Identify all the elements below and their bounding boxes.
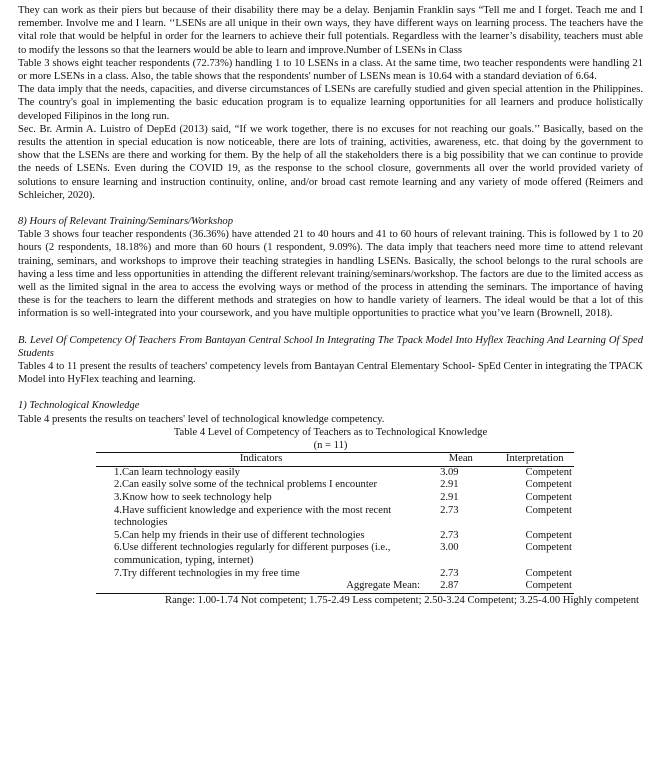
table-caption: Table 4 Level of Competency of Teachers as to Technological Knowledge: [173, 426, 488, 438]
mean-cell: 3.00: [440, 542, 459, 554]
interpretation-cell: Competent: [525, 529, 572, 541]
mean-cell: 2.73: [440, 567, 459, 579]
paragraph-table3-lsens: Table 3 shows eight teacher respondents (72.73%) handling 1 to 10 LSENs in a class. At the same time, two teacher respondents were handling 21 or more LSENs in a class. Also, the table shows that the respondents' number of LSENs mean is 10.64 with a standard deviation of 6.64.: [18, 57, 643, 83]
indicator-cell: 4.Have sufficient knowledge and experience with the most recent technologies: [114, 504, 392, 529]
spacer: [18, 386, 643, 399]
table-header-row: [96, 453, 574, 467]
spacer: [18, 321, 643, 334]
section-heading-training: 8) Hours of Relevant Training/Seminars/Workshop: [18, 216, 234, 228]
mean-cell: 3.09: [440, 466, 459, 478]
interpretation-cell: Competent: [525, 492, 572, 504]
table-row: [96, 530, 574, 543]
table-row: [96, 505, 574, 530]
table-row: [96, 479, 574, 492]
interpretation-cell: Competent: [525, 542, 572, 554]
section-heading-competency: B. Level Of Competency Of Teachers From Bantayan Central School In Integrating The Tpack Model Into Hyflex Teaching And Learning Of Sped Students: [18, 334, 643, 359]
paragraph-table4-intro: Table 4 presents the results on teachers' level of technological knowledge competency.: [18, 413, 385, 425]
spacer: [18, 202, 643, 215]
aggregate-interpretation: Competent: [496, 580, 575, 593]
paragraph-lsen-learning: They can work as their piers but because of their disability there may be a delay. Benjamin Franklin says “Tell me and I forget. Teach me and I remember. Involve me and I learn. ‘‘LSENs are all unique in their own ways, they have different ways on learning process. The teachers have the vital role that would be helpful in order for the learners to achieve their full potentials. Regardless with the learner’s disability, teachers must able to modify the lessons so that the learners would be able to learn and improve.Number of LSENs in Class: [18, 5, 643, 56]
indicator-cell: 5.Can help my friends in their use of different technologies: [114, 529, 365, 541]
aggregate-label: Aggregate Mean:: [96, 580, 426, 593]
paragraph-luistro-quote: Sec. Br. Armin A. Luistro of DepEd (2013) said, “If we work together, there is no excuses for not reaching our goals.’’ Basically, based on the results the attention in special education is now noticeable, there are lots of training, activities, awareness, etc. that doing by the government to show that the LSENs are there and working for them. By the help of all the stakeholders there is a big possibility that we can continue to provide the needs of LSENs. Even during the COVID 19, as the response to the school closure, governments all over the world provided variety of solutions to ensure learning and instruction continuity, online, and/or broad cast remote learning and any variety of mode offered (Reimers and Schleicher, 2020).: [18, 123, 643, 201]
aggregate-row: [96, 580, 574, 593]
interpretation-cell: Competent: [525, 504, 572, 516]
mean-cell: 2.91: [440, 492, 459, 504]
header-interpretation: Interpretation: [496, 453, 575, 467]
indicator-cell: 1.Can learn technology easily: [114, 466, 240, 478]
interpretation-cell: Competent: [525, 567, 572, 579]
paragraph-data-imply: The data imply that the needs, capacities, and diverse circumstances of LSENs are carefully studied and given special attention in the Philippines. The country's goal in implementing the basic education program is to equalize learning opportunities for all learners and produce holistically developed Filipinos in the long run.: [18, 84, 643, 122]
table-row: [96, 542, 574, 567]
header-indicators: Indicators: [96, 453, 426, 467]
paragraph-training: Table 3 shows four teacher respondents (36.36%) have attended 21 to 40 hours and 41 to 60 hours of relevant training. This is followed by 1 to 20 hours (2 respondents, 18.18%) and more than 60 hours (1 respondent, 9.09%). The data imply that teachers need more time to attend relevant training, seminars, and workshops to improve their teaching strategies in handling LSENs. Basically, the school belongs to the rural schools are having a less time and less opportunities in attending the different relevant training/seminars/workshop. The factors are due to the limited access as well as the limited signal in the area to access the evolving ways or method of the process in attending the seminars. The importance of having these is for the teachers to learn the different methods and strategies on how to handle variety of learners. The ideal would be that a lot of this information is so well-integrated into your coursework, and you have multiple opportunities to practice what you’ve learn (Brownell, 2018).: [18, 229, 643, 320]
section-heading-tech-knowledge: 1) Technological Knowledge: [18, 400, 140, 412]
table-tech-knowledge: [96, 452, 574, 594]
table-row: [96, 466, 574, 479]
indicator-cell: 3.Know how to seek technology help: [114, 492, 272, 504]
table-row: [96, 492, 574, 505]
interpretation-cell: Competent: [525, 466, 572, 478]
interpretation-cell: Competent: [525, 479, 572, 491]
header-mean: Mean: [426, 453, 495, 467]
indicator-cell: 7.Try different technologies in my free time: [114, 567, 300, 579]
indicator-cell: 6.Use different technologies regularly for different purposes (i.e., communication, typing, internet): [114, 542, 391, 567]
indicator-cell: 2.Can easily solve some of the technical problems I encounter: [114, 479, 377, 491]
table-sample-size: (n = 11): [313, 440, 348, 452]
range-note: Range: 1.00-1.74 Not competent; 1.75-2.49 Less competent; 2.50-3.24 Competent; 3.25-4.00 Highly competent: [165, 594, 639, 606]
mean-cell: 2.73: [440, 504, 459, 516]
table-row: [96, 568, 574, 581]
mean-cell: 2.73: [440, 529, 459, 541]
aggregate-mean: 2.87: [426, 580, 495, 593]
paragraph-tables-intro: Tables 4 to 11 present the results of teachers' competency levels from Bantayan Central Elementary School- SpEd Center in integrating the TPACK Model into HyFlex teaching and learning.: [18, 361, 643, 386]
mean-cell: 2.91: [440, 479, 459, 491]
